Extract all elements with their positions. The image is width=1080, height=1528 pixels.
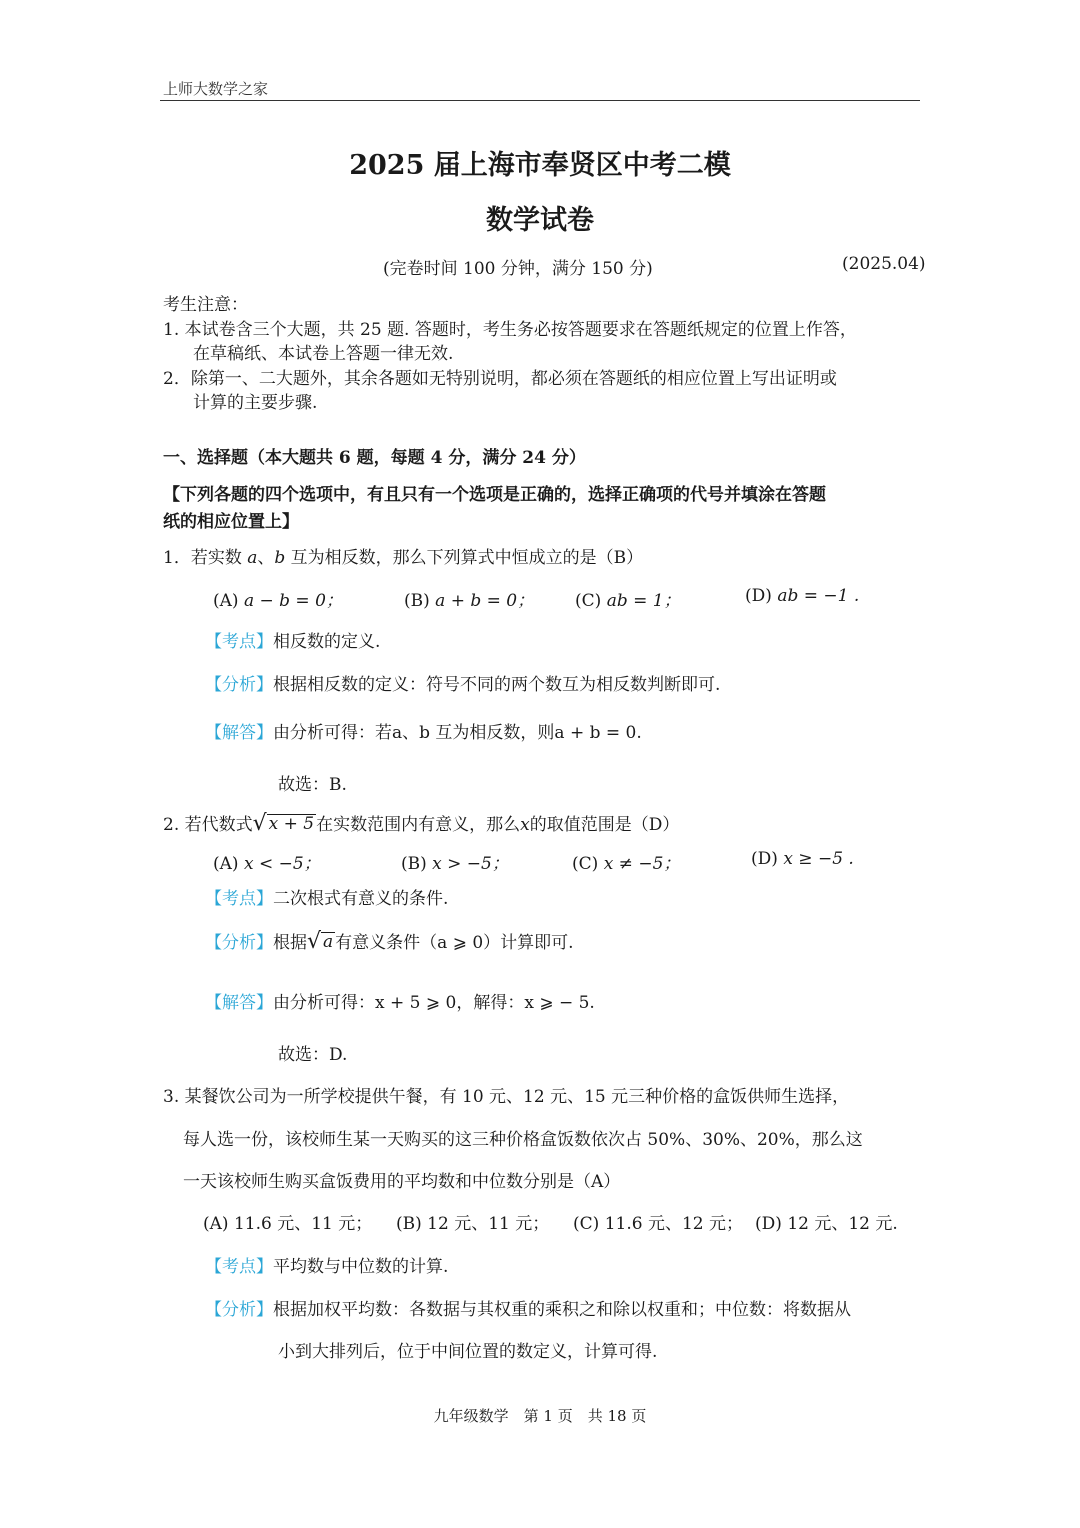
sqrt-expression: [307, 931, 335, 953]
q1-option-d: [745, 586, 859, 606]
page-subtitle: 数学试卷: [486, 205, 594, 236]
option-expr: x > −5；: [432, 854, 509, 874]
radicand: a: [323, 932, 334, 953]
q2-option-b: [401, 849, 509, 874]
option-label: (C): [575, 591, 602, 611]
option-expr: x ≥ −5 .: [783, 849, 854, 869]
q2-option-a: [213, 849, 321, 874]
option-expr: 12 元、11 元；: [427, 1214, 550, 1234]
kaodian-tag: 【考点】: [205, 889, 273, 909]
notice-item-2b: 计算的主要步骤.: [193, 393, 318, 413]
q2-jieda-text: 由分析可得：x + 5 ⩾ 0，解得：x ⩾ − 5.: [273, 993, 595, 1013]
q3-fenxi-a: [205, 1295, 851, 1320]
exam-date: (2025.04): [842, 254, 926, 274]
q1-option-a: [213, 586, 343, 611]
option-expr: a − b = 0；: [243, 591, 343, 611]
q1-fenxi: [205, 670, 720, 695]
option-expr: ab = −1 .: [777, 586, 860, 606]
page-footer: 九年级数学 第 1 页 共 18 页: [433, 1407, 647, 1425]
q3-kaodian-text: 平均数与中位数的计算.: [273, 1257, 449, 1277]
q2-stem-part1: 2. 若代数式: [163, 815, 253, 835]
option-expr: a + b = 0；: [435, 591, 535, 611]
option-expr: x < −5；: [243, 854, 321, 874]
q1-stem-sep: 、: [257, 548, 275, 568]
q3-stem-b: 每人选一份，该校师生某一天购买的这三种价格盒饭数依次占 50%、30%、20%，那么这: [183, 1130, 863, 1150]
jieda-tag: 【解答】: [205, 993, 273, 1013]
q2-var-x: x: [520, 815, 530, 835]
option-expr: 12 元、12 元.: [787, 1214, 898, 1234]
exam-time-info: (完卷时间 100 分钟，满分 150 分): [383, 259, 653, 279]
q3-fenxi-b: 小到大排列后，位于中间位置的数定义，计算可得.: [278, 1342, 658, 1362]
sqrt-expression: [253, 813, 317, 835]
q3-stem-c: 一天该校师生购买盒饭费用的平均数和中位数分别是（A）: [183, 1172, 621, 1192]
q1-option-b: [404, 586, 534, 611]
jieda-tag: 【解答】: [205, 723, 273, 743]
q1-jieda-text: 由分析可得：若a、b 互为相反数，则a + b = 0.: [273, 723, 642, 743]
option-label: (D): [745, 586, 772, 606]
q2-kaodian: [205, 884, 448, 909]
radicand: x + 5: [268, 814, 315, 835]
option-label: (B): [404, 591, 430, 611]
q1-stem: [163, 543, 643, 568]
q1-stem-part2: 互为相反数，那么下列算式中恒成立的是（B）: [285, 548, 644, 568]
q3-option-b: [396, 1209, 549, 1234]
fenxi-tag: 【分析】: [205, 1300, 273, 1320]
q2-fenxi-part2: 有意义条件（a ⩾ 0）计算即可.: [335, 933, 574, 953]
q3-stem-a: 3. 某餐饮公司为一所学校提供午餐，有 10 元、12 元、15 元三种价格的盒饭供师生选择，: [163, 1087, 850, 1107]
q2-stem: [163, 810, 679, 835]
q2-option-d: [751, 849, 854, 869]
kaodian-tag: 【考点】: [205, 1257, 273, 1277]
fenxi-tag: 【分析】: [205, 675, 273, 695]
notice-heading: 考生注意：: [163, 295, 248, 315]
option-label: (D): [751, 849, 778, 869]
section1-instruction-b: 纸的相应位置上】: [163, 512, 299, 532]
radical-sign: √: [307, 929, 322, 954]
notice-item-2a: 2．除第一、二大题外，其余各题如无特别说明，都必须在答题纸的相应位置上写出证明或: [163, 369, 837, 389]
q3-fenxi-text-a: 根据加权平均数：各数据与其权重的乘积之和除以权重和；中位数：将数据从: [273, 1300, 851, 1320]
q1-kaodian-text: 相反数的定义.: [273, 632, 381, 652]
q1-stem-part1: 1．若实数: [163, 548, 242, 568]
header-rule: [160, 100, 920, 101]
q3-option-a: [203, 1209, 372, 1234]
radical-sign: √: [252, 811, 267, 836]
fenxi-tag: 【分析】: [205, 933, 273, 953]
q2-stem-part3: 的取值范围是（D）: [529, 815, 680, 835]
q2-kaodian-text: 二次根式有意义的条件.: [273, 889, 449, 909]
q1-jieda: [205, 718, 642, 743]
q2-answer: 故选：D.: [278, 1045, 348, 1065]
q3-option-d: [755, 1209, 898, 1234]
section1-instruction-a: 【下列各题的四个选项中，有且只有一个选项是正确的，选择正确项的代号并填涂在答题: [163, 485, 826, 505]
option-expr: 11.6 元、11 元；: [233, 1214, 373, 1234]
q1-fenxi-text: 根据相反数的定义：符号不同的两个数互为相反数判断即可.: [273, 675, 721, 695]
section1-heading: 一、选择题（本大题共 6 题，每题 4 分，满分 24 分）: [163, 448, 586, 468]
q3-option-c: [573, 1209, 743, 1234]
option-label: (B): [396, 1214, 422, 1234]
option-expr: ab = 1；: [606, 591, 681, 611]
q2-stem-part2: 在实数范围内有意义，那么: [316, 815, 521, 835]
q3-kaodian: [205, 1252, 448, 1277]
q2-jieda: [205, 988, 595, 1013]
q1-option-c: [575, 586, 681, 611]
q1-kaodian: [205, 627, 380, 652]
option-label: (C): [572, 854, 599, 874]
option-label: (B): [401, 854, 427, 874]
option-label: (A): [213, 854, 239, 874]
option-expr: x ≠ −5；: [603, 854, 681, 874]
notice-item-1a: 1. 本试卷含三个大题，共 25 题. 答题时，考生务必按答题要求在答题纸规定的位置上作答，: [163, 320, 857, 340]
option-expr: 11.6 元、12 元；: [604, 1214, 743, 1234]
q2-fenxi-part1: 根据: [273, 933, 307, 953]
option-label: (A): [203, 1214, 229, 1234]
q1-var-b: b: [274, 548, 286, 568]
kaodian-tag: 【考点】: [205, 632, 273, 652]
option-label: (D): [755, 1214, 782, 1234]
option-label: (C): [573, 1214, 600, 1234]
header-text: 上师大数学之家: [163, 80, 269, 98]
q1-var-a: a: [247, 548, 258, 568]
option-label: (A): [213, 591, 239, 611]
q2-option-c: [572, 849, 680, 874]
q2-fenxi: [205, 928, 574, 953]
notice-item-1b: 在草稿纸、本试卷上答题一律无效.: [193, 344, 454, 364]
q1-answer: 故选：B.: [278, 775, 347, 795]
page-title: 2025 届上海市奉贤区中考二模: [349, 150, 731, 181]
